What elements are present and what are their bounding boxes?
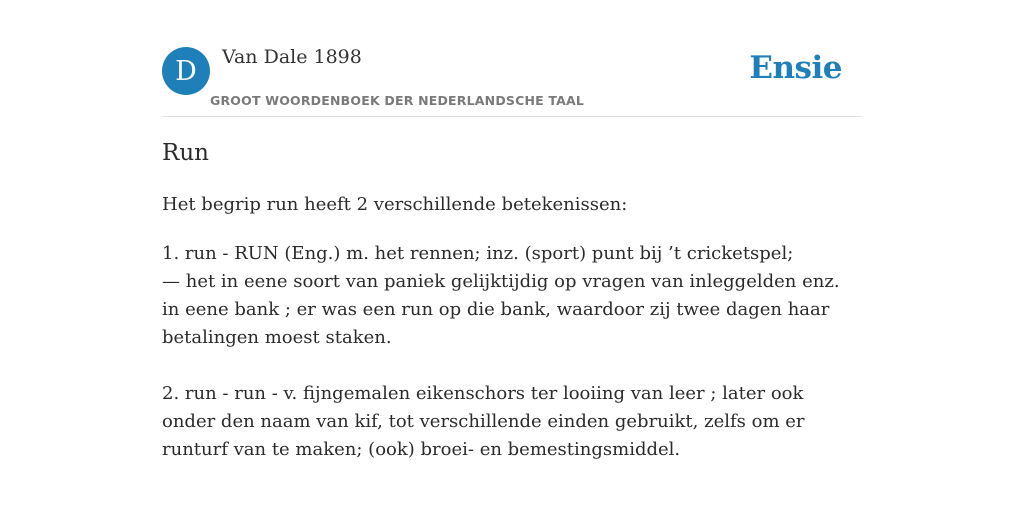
definition-text: 2. run - run - v. fijngemalen eikenschors ter looiing van leer ; later ook onder den naam van kif, tot verschillende einden gebruikt, zelfs om er runturf van te maken; (ook) broei- en bemestingsmiddel. (162, 383, 805, 460)
page-container (162, 0, 862, 460)
page-title: Run (162, 140, 209, 166)
definition-text: 1. run - RUN (Eng.) m. het rennen; inz. (sport) punt bij ’t cricketspel; (162, 243, 794, 264)
brand-logo[interactable]: Ensie (749, 50, 842, 86)
definition-continuation: — het in eene soort van paniek gelijktijdig op vragen van inleggelden enz. in eene bank ; er was een run op die bank, waardoor zij twee dagen haar betalingen moest staken. (162, 271, 840, 348)
source-title[interactable]: Van Dale 1898 (222, 46, 362, 68)
dictionary-logo[interactable]: D (162, 47, 210, 95)
definition-item (162, 240, 862, 352)
entry-intro: Het begrip run heeft 2 verschillende betekenissen: (162, 194, 628, 215)
definition-list (162, 240, 862, 464)
page-header (162, 0, 862, 117)
source-subtitle: GROOT WOORDENBOEK DER NEDERLANDSCHE TAAL (210, 93, 585, 108)
definition-item (162, 380, 862, 464)
